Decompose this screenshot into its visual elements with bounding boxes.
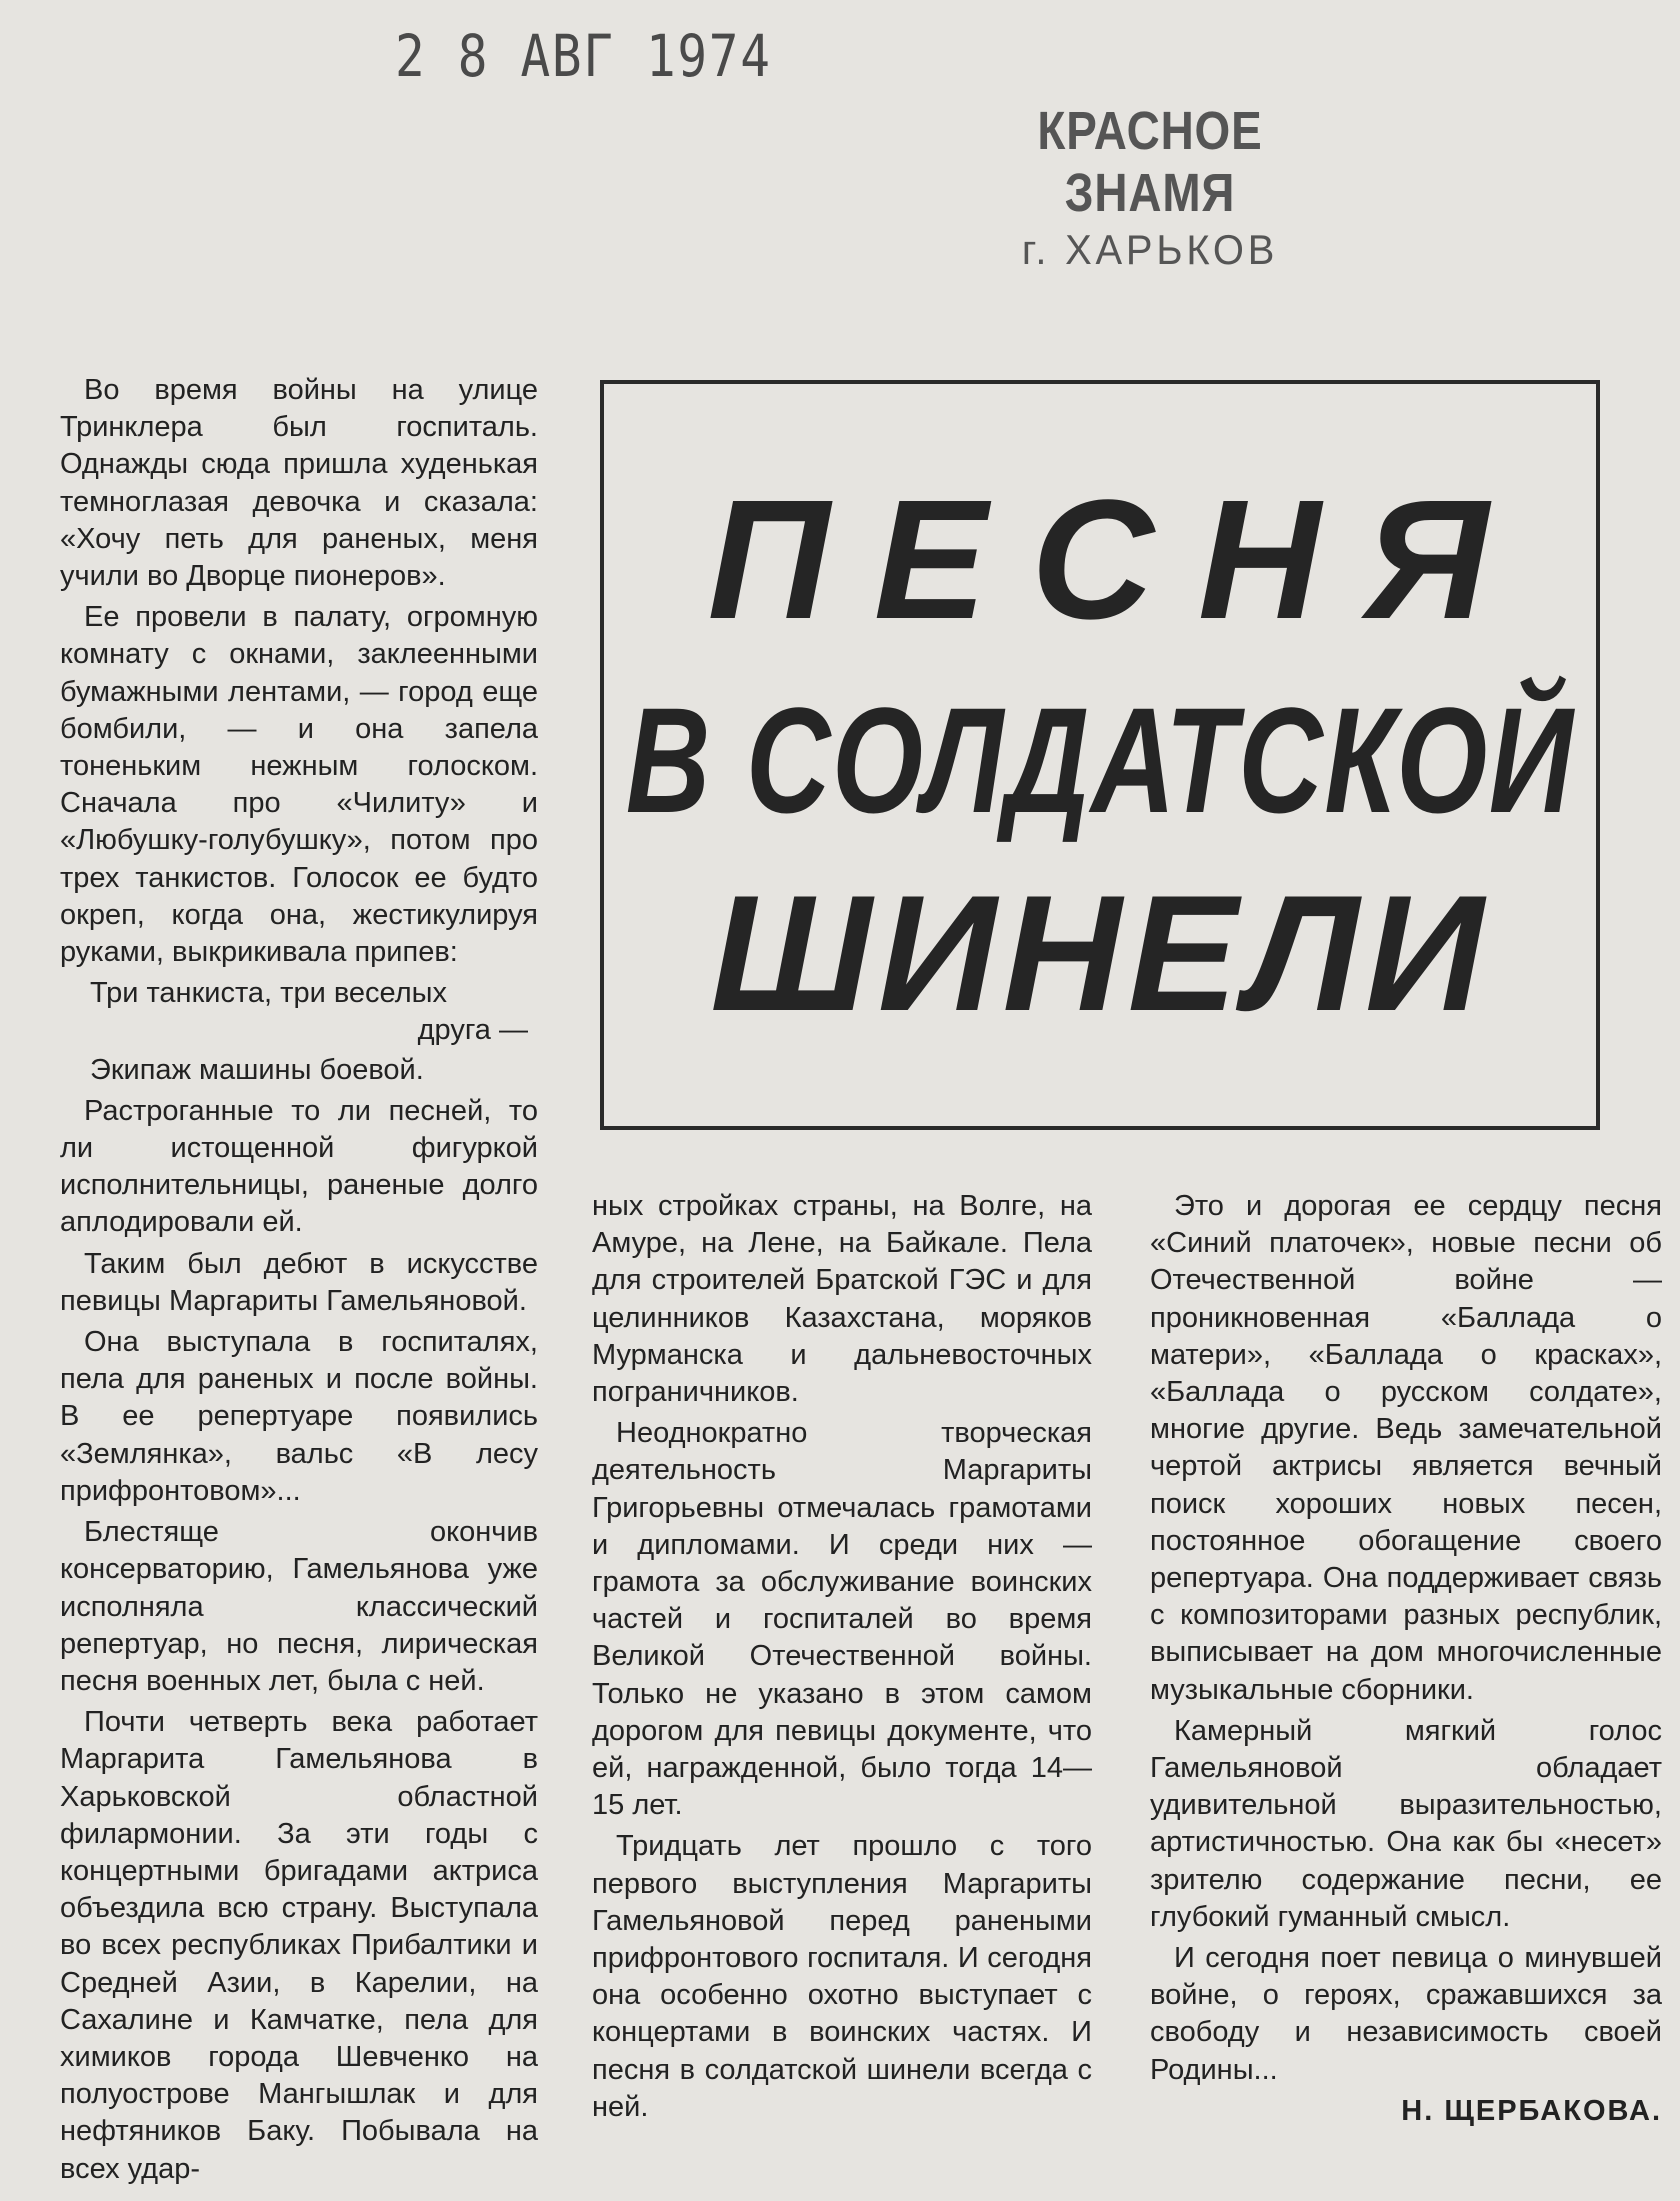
newspaper-name: КРАСНОЕ ЗНАМЯ [1037, 101, 1263, 223]
paragraph: И сегодня поет певица о минувшей войне, о героях, сражавшихся за свободу и независимость своей Родины... [1150, 1942, 1662, 2086]
headline-line-1: ПЕСНЯ [707, 464, 1533, 655]
paragraph: ных стройках страны, на Волге, на Амуре, на Лене, на Байкале. Пела для строителей Братской ГЭС и для целинников Казахстана, моряков Мурманска и дальневосточных пограничников. [592, 1190, 1092, 1409]
verse-line: Три танкиста, три веселых [90, 977, 447, 1010]
paragraph: Блестяще окончив консерваторию, Гамельянова уже исполняла классический репертуар, но песня, лирическая песня военных лет, была с ней. [60, 1516, 538, 1697]
newspaper-city: г. ХАРЬКОВ [1021, 226, 1279, 273]
paragraph: Во время войны на улице Тринклера был госпиталь. Однажды сюда пришла худенькая темноглазая девочка и сказала: «Хочу петь для раненых, меня учили во Дворце пионеров». [60, 374, 538, 593]
article-column-3 [1150, 1188, 1662, 2130]
paragraph: Неоднократно творческая деятельность Маргариты Григорьевны отмечалась грамотами и дипломами. И среди них — грамота за обслуживание воинских частей и госпиталей во время Великой Отечественной войны. Только не указано в этом самом дорогом для певицы документе, что ей, награжденной, было тогда 14—15 лет. [592, 1417, 1092, 1822]
author-signature: Н. ЩЕРБАКОВА. [1401, 2094, 1662, 2127]
headline-line-2: В СОЛДАТСКОЙ [625, 675, 1575, 844]
paragraph: Почти четверть века работает Маргарита Гамельянова в Харьковской областной филармонии. За эти годы с концертными бригадами актриса объездила всю страну. Выступала во всех республиках Прибалтики и Средней Азии, в Карелии, на Сахалине и Камчатке, пела для химиков города Шевченко на полуострове Мангышлак и для нефтяников Баку. Побывала на всех удар- [60, 1706, 538, 2185]
paragraph: Растроганные то ли песней, то ли истощенной фигуркой исполнительницы, раненые долго аплодировали ей. [60, 1094, 538, 1239]
article-column-1 [60, 372, 538, 2188]
newspaper-stamp [910, 100, 1390, 274]
paragraph: Камерный мягкий голос Гамельяновой обладает удивительной выразительностью, артистичностью. Она как бы «несет» зрителю содержание песни, ее глубокий гуманный смысл. [1150, 1714, 1662, 1933]
date-stamp: 2 8 АВГ 1974 [395, 22, 772, 90]
verse-line: Экипаж машины боевой. [90, 1053, 424, 1086]
headline-line-3: ШИНЕЛИ [710, 860, 1490, 1045]
paragraph: Таким был дебют в искусстве певицы Маргариты Гамельяновой. [60, 1247, 538, 1317]
headline-box [600, 380, 1600, 1130]
paragraph: Она выступала в госпиталях, пела для раненых и после войны. В ее репертуаре появились «Землянка», вальс «В лесу прифронтовом»... [60, 1326, 538, 1507]
article-column-2 [592, 1188, 1092, 2126]
verse-line: друга — [417, 1014, 528, 1047]
paragraph: Тридцать лет прошло с того первого выступления Маргариты Гамельяновой перед ранеными прифронтового госпиталя. И сегодня она особенно охотно выступает с концертами в воинских частях. И песня в солдатской шинели всегда с ней. [592, 1830, 1092, 2123]
paragraph: Это и дорогая ее сердцу песня «Синий платочек», новые песни об Отечественной войне — проникновенная «Баллада о матери», «Баллада о красках», «Баллада о русском солдате», многие другие. Ведь замечательной чертой актрисы является вечный поиск хороших новых песен, постоянное обогащение своего репертуара. Она поддерживает связь с композиторами разных республик, выписывает на дом многочисленные музыкальные сборники. [1150, 1190, 1662, 1706]
paragraph: Ее провели в палату, огромную комнату с окнами, заклеенными бумажными лентами, — город еще бомбили, — и она запела тоненьким нежным голоском. Сначала про «Чилиту» и «Любушку-голубушку», потом про трех танкистов. Голосок ее будто окреп, когда она, жестикулируя руками, выкрикивала припев: [60, 601, 538, 969]
